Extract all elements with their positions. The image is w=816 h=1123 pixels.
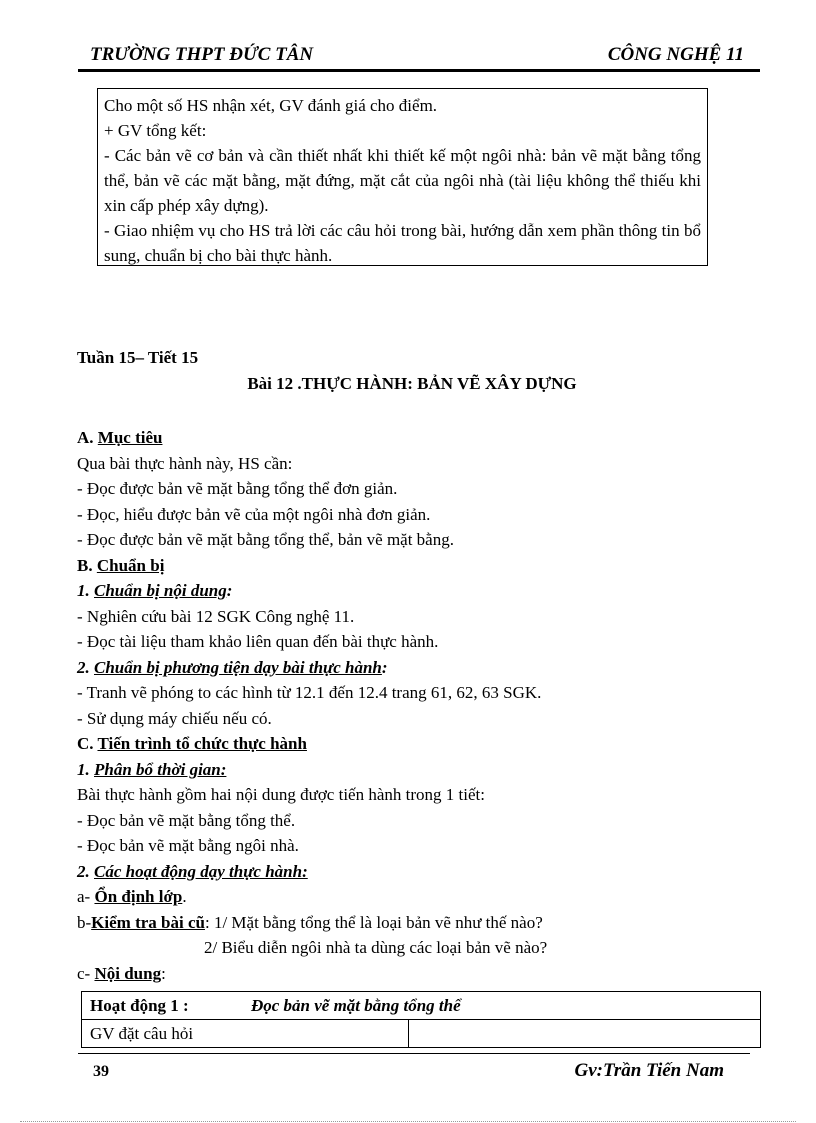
lesson-body bbox=[77, 425, 757, 986]
list-item: - Đọc, hiểu được bản vẽ của một ngôi nhà đơn giản. bbox=[77, 504, 431, 524]
step-a: a- Ổn định lớp. bbox=[77, 887, 187, 906]
step-b: b-Kiểm tra bài cũ: 1/ Mặt bằng tổng thể là loại bản vẽ như thế nào? bbox=[77, 912, 543, 932]
section-c-sub1: 1. Phân bổ thời gian: bbox=[77, 759, 227, 779]
step-c: c- Nội dung: bbox=[77, 963, 166, 983]
box-line: - Giao nhiệm vụ cho HS trả lời các câu hỏi trong bài, hướng dẫn xem phần thông tin bổ sung, chuẩn bị cho bài thực hành. bbox=[104, 221, 701, 265]
box-line: + GV tổng kết: bbox=[104, 121, 207, 140]
activity-label: Hoạt động 1 : bbox=[90, 995, 189, 1015]
step-b-question-2: 2/ Biểu diễn ngôi nhà ta dùng các loại bản vẽ nào? bbox=[204, 938, 548, 957]
list-item: - Đọc bản vẽ mặt bằng tổng thể. bbox=[77, 810, 296, 830]
list-item: - Đọc được bản vẽ mặt bằng tổng thể đơn giản. bbox=[77, 479, 398, 498]
list-item: - Đọc bản vẽ mặt bằng ngôi nhà. bbox=[77, 836, 299, 855]
section-a-intro: Qua bài thực hành này, HS cần: bbox=[77, 453, 293, 473]
section-c-sub1-intro: Bài thực hành gồm hai nội dung được tiến hành trong 1 tiết: bbox=[77, 785, 485, 804]
list-item: - Nghiên cứu bài 12 SGK Công nghệ 11. bbox=[77, 606, 355, 626]
lesson-title: Bài 12 .THỰC HÀNH: BẢN VẼ XÂY DỰNG bbox=[247, 374, 577, 393]
summary-box bbox=[97, 88, 708, 266]
list-item: - Đọc tài liệu tham khảo liên quan đến bài thực hành. bbox=[77, 632, 439, 651]
list-item: - Sử dụng máy chiếu nếu có. bbox=[77, 708, 272, 728]
table-cell bbox=[409, 1020, 761, 1048]
box-line: - Các bản vẽ cơ bản và cần thiết nhất khi thiết kế một ngôi nhà: bản vẽ mặt bằng tổng thể, bản vẽ các mặt bằng, mặt đứng, mặt cắt của ngôi nhà (tài liệu không thể thiếu khi xin cấp phép xây dựng). bbox=[104, 146, 701, 215]
list-item: - Đọc được bản vẽ mặt bằng tổng thể, bản vẽ mặt bằng. bbox=[77, 530, 454, 549]
section-a-heading: A. Mục tiêu bbox=[77, 428, 163, 447]
school-name: TRƯỜNG THPT ĐỨC TÂN bbox=[90, 44, 314, 65]
week-label: Tuần 15– Tiết 15 bbox=[77, 348, 199, 367]
activity-title: Đọc bản vẽ mặt bằng tổng thể bbox=[250, 995, 461, 1015]
table-row bbox=[82, 1020, 761, 1048]
activity-table bbox=[81, 991, 761, 1048]
page-number: 39 bbox=[93, 1063, 109, 1080]
section-b-sub2: 2. Chuẩn bị phương tiện dạy bài thực hành: bbox=[77, 657, 388, 677]
section-c-sub2: 2. Các hoạt động dạy thực hành: bbox=[77, 861, 308, 881]
section-b-heading: B. Chuẩn bị bbox=[77, 555, 165, 575]
table-row bbox=[82, 992, 761, 1020]
page-header bbox=[78, 44, 760, 70]
table-cell: GV đặt câu hỏi bbox=[82, 1020, 409, 1048]
section-c-heading: C. Tiến trình tổ chức thực hành bbox=[77, 734, 307, 753]
teacher-name: Gv:Trần Tiến Nam bbox=[574, 1060, 724, 1081]
list-item: - Tranh vẽ phóng to các hình từ 12.1 đến 12.4 trang 61, 62, 63 SGK. bbox=[77, 683, 542, 702]
table-cell bbox=[82, 992, 761, 1020]
header-rule bbox=[78, 69, 760, 72]
footer-rule bbox=[78, 1053, 750, 1054]
section-b-sub1: 1. Chuẩn bị nội dung: bbox=[77, 581, 233, 600]
box-line: Cho một số HS nhận xét, GV đánh giá cho điểm. bbox=[104, 96, 438, 115]
page-edge bbox=[20, 1121, 796, 1122]
subject-name: CÔNG NGHỆ 11 bbox=[607, 44, 744, 65]
